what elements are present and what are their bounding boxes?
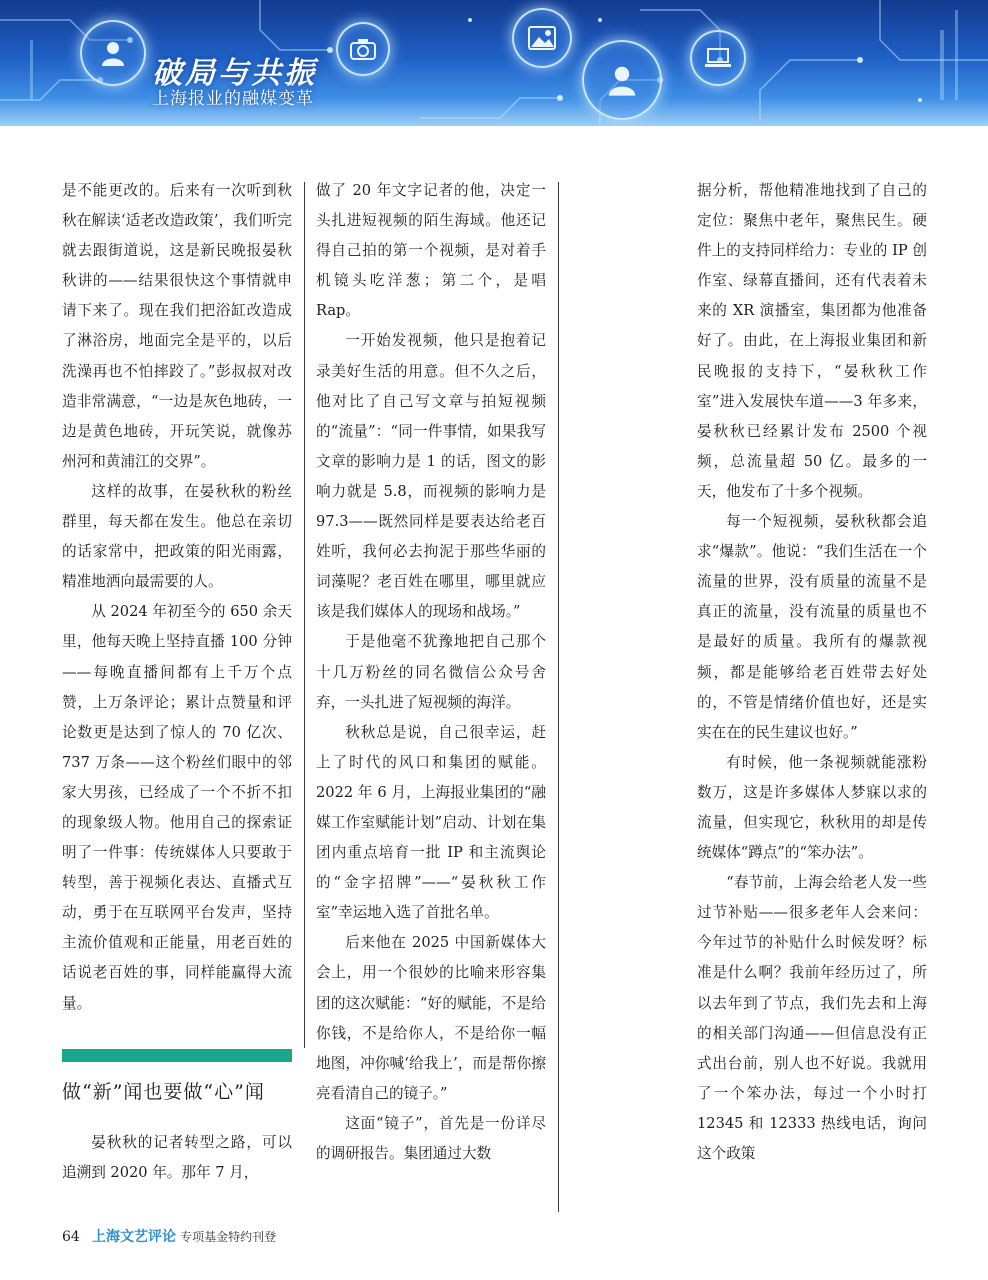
paragraph: 晏秋秋的记者转型之路，可以追溯到 2020 年。那年 7 月， bbox=[62, 1133, 292, 1181]
paragraph: 有时候，他一条视频就能涨粉数万，这是许多媒体人梦寐以求的流量，但实现它，秋秋用的却是传统媒体“蹲点”的“笨办法”。 bbox=[697, 753, 927, 862]
magazine-name: 上海文艺评论 bbox=[91, 1229, 176, 1245]
user-icon bbox=[80, 20, 146, 86]
banner-title: 破局与共振 bbox=[152, 56, 317, 91]
user-icon bbox=[582, 40, 662, 120]
paragraph: 从 2024 年初至今的 650 余天里，他每天晚上坚持直播 100 分钟——每晚直播间都有上千万个点赞，上万条评论；累计点赞量和评论数更是达到了惊人的 70 亿次、737 万条——这个粉丝们眼中的邻家大男孩，已经成了一个不折不扣的现象级人物。他用自己的探索证明了一件事：传统媒体人只要敢于转型，善于视频化表达、直播式互动，勇于在互联网平台发声，坚持主流价值观和正能量，用老百姓的话说老百姓的事，同样能赢得大流量。 bbox=[62, 603, 292, 1012]
page-number: 64 bbox=[62, 1229, 80, 1245]
column-divider bbox=[558, 182, 559, 1212]
paragraph: 于是他毫不犹豫地把自己那个十几万粉丝的同名微信公众号舍弃，一头扎进了短视频的海洋。 bbox=[316, 633, 546, 711]
paragraph: 这面“镜子”，首先是一份详尽的调研报告。集团通过大数 bbox=[316, 1114, 546, 1162]
paragraph: 这样的故事，在晏秋秋的粉丝群里，每天都在发生。他总在亲切的话家常中，把政策的阳光雨露，精准地洒向最需要的人。 bbox=[62, 482, 292, 591]
banner-subtitle: 上海报业的融媒变革 bbox=[152, 89, 314, 109]
paragraph: 每一个短视频，晏秋秋都会追求“爆款”。他说：“我们生活在一个流量的世界，没有质量的流量不是真正的流量，没有流量的质量也不是最好的质量。我所有的爆款视频，都是能够给老百姓带去好处的，不管是情绪价值也好，还是实实在在的民生建议也好。” bbox=[697, 513, 927, 741]
paragraph: 做了 20 年文字记者的他，决定一头扎进短视频的陌生海域。他还记得自己拍的第一个视频，是对着手机镜头吃洋葱；第二个，是唱 Rap。 bbox=[316, 182, 546, 320]
paragraph: 据分析，帮他精准地找到了自己的定位：聚焦中老年，聚焦民生。硬件上的支持同样给力：专业的 IP 创作室、绿幕直播间，还有代表着未来的 XR 演播室，集团都为他准备好了。由此，在上海报业集团和新民晚报的支持下，“晏秋秋工作室”进入发展快车道——3 年多来，晏秋秋已经累计发布 2500 个视频，总流量超 50 亿。最多的一天，他发布了十多个视频。 bbox=[697, 182, 927, 500]
section-heading-bar bbox=[62, 1049, 292, 1062]
section-heading: 做“新”闻也要做“心”闻 bbox=[62, 1080, 265, 1103]
paragraph: 秋秋总是说，自己很幸运，赶上了时代的风口和集团的赋能。2022 年 6 月，上海报业集团的“融媒工作室赋能计划”启动、计划在集团内重点培育一批 IP 和主流舆论的“金字招牌”——“晏秋秋工作室”幸运地入选了首批名单。 bbox=[316, 723, 546, 922]
column-divider bbox=[304, 182, 305, 1048]
text-column-3 bbox=[697, 176, 927, 1169]
banner-circuit-decoration bbox=[0, 0, 988, 126]
paragraph: 后来他在 2025 中国新媒体大会上，用一个很妙的比喻来形容集团的这次赋能：“好的赋能，不是给你钱，不是给你人，不是给你一幅地图，冲你喊‘给我上’，而是帮你擦亮看清自己的镜子。” bbox=[316, 934, 546, 1102]
paragraph: “春节前，上海会给老人发一些过节补贴——很多老年人会来问：今年过节的补贴什么时候发呀？标准是什么啊？我前年经历过了，所以去年到了节点，我们先去和上海的相关部门沟通——但信息没有正式出台前，别人也不好说。我就用了一个笨办法，每过一个小时打 12345 和 12333 热线电话，询问这个政策 bbox=[697, 874, 927, 1162]
paragraph: 一开始发视频，他只是抱着记录美好生活的用意。但不久之后，他对比了自己写文章与拍短视频的“流量”：“同一件事情，如果我写文章的影响力是 1 的话，图文的影响力就是 5.8，而视频的影响力是 97.3——既然同样是要表达给老百姓听，我何必去拘泥于那些华丽的词藻呢？老百姓在哪里，哪里就应该是我们媒体人的现场和战场。” bbox=[316, 332, 546, 621]
page-footer bbox=[62, 1226, 276, 1246]
footer-tagline: 专项基金特约刊登 bbox=[180, 1230, 277, 1244]
paragraph: 是不能更改的。后来有一次听到秋秋在解读‘适老改造政策’，我们听完就去跟街道说，这是新民晚报晏秋秋讲的——结果很快这个事情就申请下来了。现在我们把浴缸改造成了淋浴房，地面完全是平的，以后洗澡再也不怕摔跤了。”彭叔叔对改造非常满意，“一边是灰色地砖，一边是黄色地砖，开玩笑说，就像苏州河和黄浦江的交界”。 bbox=[62, 182, 292, 470]
text-column-1 bbox=[62, 176, 292, 1188]
image-icon bbox=[512, 8, 572, 68]
header-banner bbox=[0, 0, 988, 126]
laptop-icon bbox=[690, 30, 746, 86]
text-column-2 bbox=[316, 176, 546, 1169]
camera-icon bbox=[336, 22, 390, 76]
